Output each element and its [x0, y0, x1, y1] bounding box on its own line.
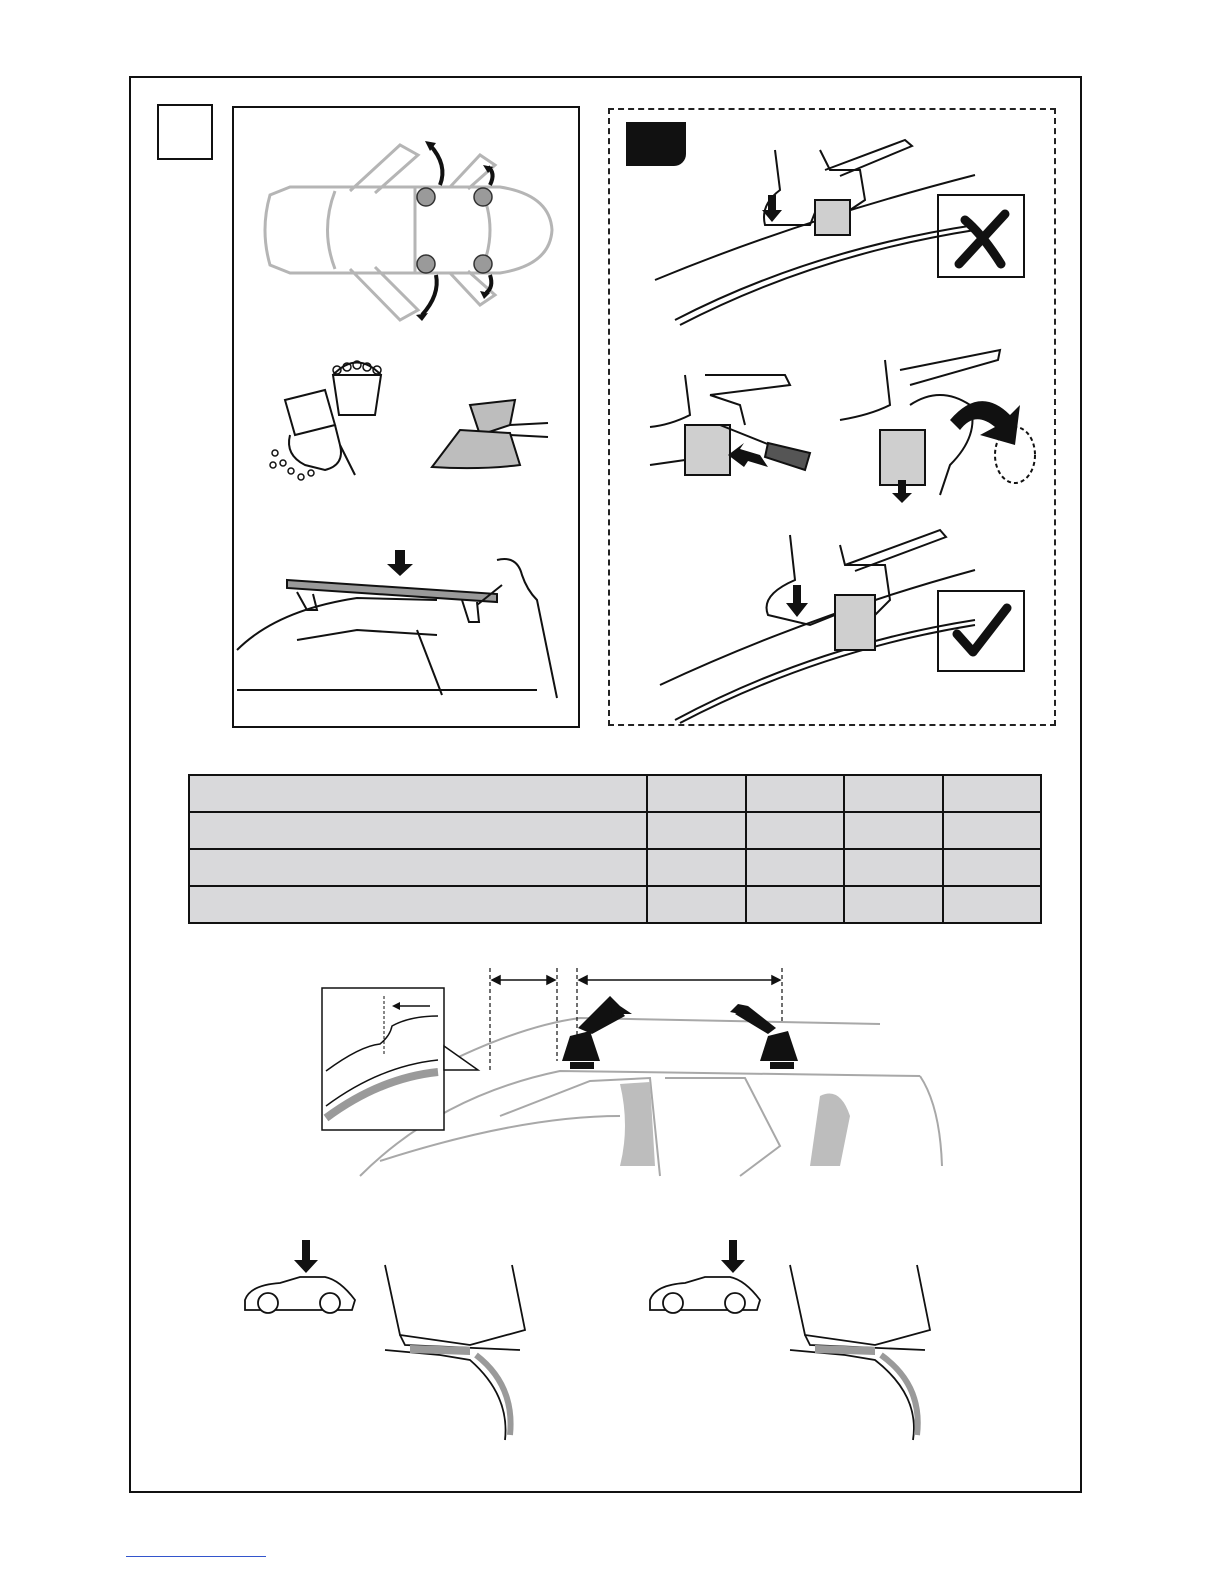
- table-cell: [647, 849, 746, 886]
- table-row: [189, 775, 1041, 812]
- place-roof-bar-illustration: [237, 550, 562, 698]
- wipe-dry-cloth-illustration: [430, 395, 550, 470]
- front-foot-position-detail-illustration: [240, 1235, 540, 1450]
- table-cell: [943, 886, 1042, 923]
- cross-icon: [937, 194, 1025, 278]
- table-cell: [943, 775, 1042, 812]
- table-cell: [844, 886, 943, 923]
- table-cell: [746, 849, 845, 886]
- spec-table: [188, 774, 1042, 924]
- open-all-doors-illustration: [250, 125, 560, 335]
- table-row: [189, 812, 1041, 849]
- insert-tool-illustration: [650, 365, 820, 495]
- rear-foot-position-detail-illustration: [645, 1235, 945, 1450]
- table-cell: [746, 812, 845, 849]
- table-cell: [189, 849, 647, 886]
- table-cell: [189, 812, 647, 849]
- table-cell: [189, 775, 647, 812]
- foot-spacing-measurement-illustration: [320, 966, 945, 1186]
- table-cell: [746, 775, 845, 812]
- table-cell: [943, 812, 1042, 849]
- table-cell: [844, 775, 943, 812]
- step-marker-box: [157, 104, 213, 160]
- table-cell: [943, 849, 1042, 886]
- table-row: [189, 849, 1041, 886]
- table-row: [189, 886, 1041, 923]
- table-cell: [189, 886, 647, 923]
- clean-with-soap-water-illustration: [265, 355, 395, 490]
- footer-link-underline: [126, 1556, 266, 1557]
- table-cell: [844, 849, 943, 886]
- table-cell: [746, 886, 845, 923]
- table-cell: [844, 812, 943, 849]
- wrong-foot-position-illustration: [650, 130, 980, 330]
- table-cell: [647, 886, 746, 923]
- check-icon: [937, 590, 1025, 672]
- correct-foot-position-illustration: [650, 525, 980, 725]
- tighten-knob-illustration: [840, 345, 1050, 505]
- table-cell: [647, 812, 746, 849]
- table-cell: [647, 775, 746, 812]
